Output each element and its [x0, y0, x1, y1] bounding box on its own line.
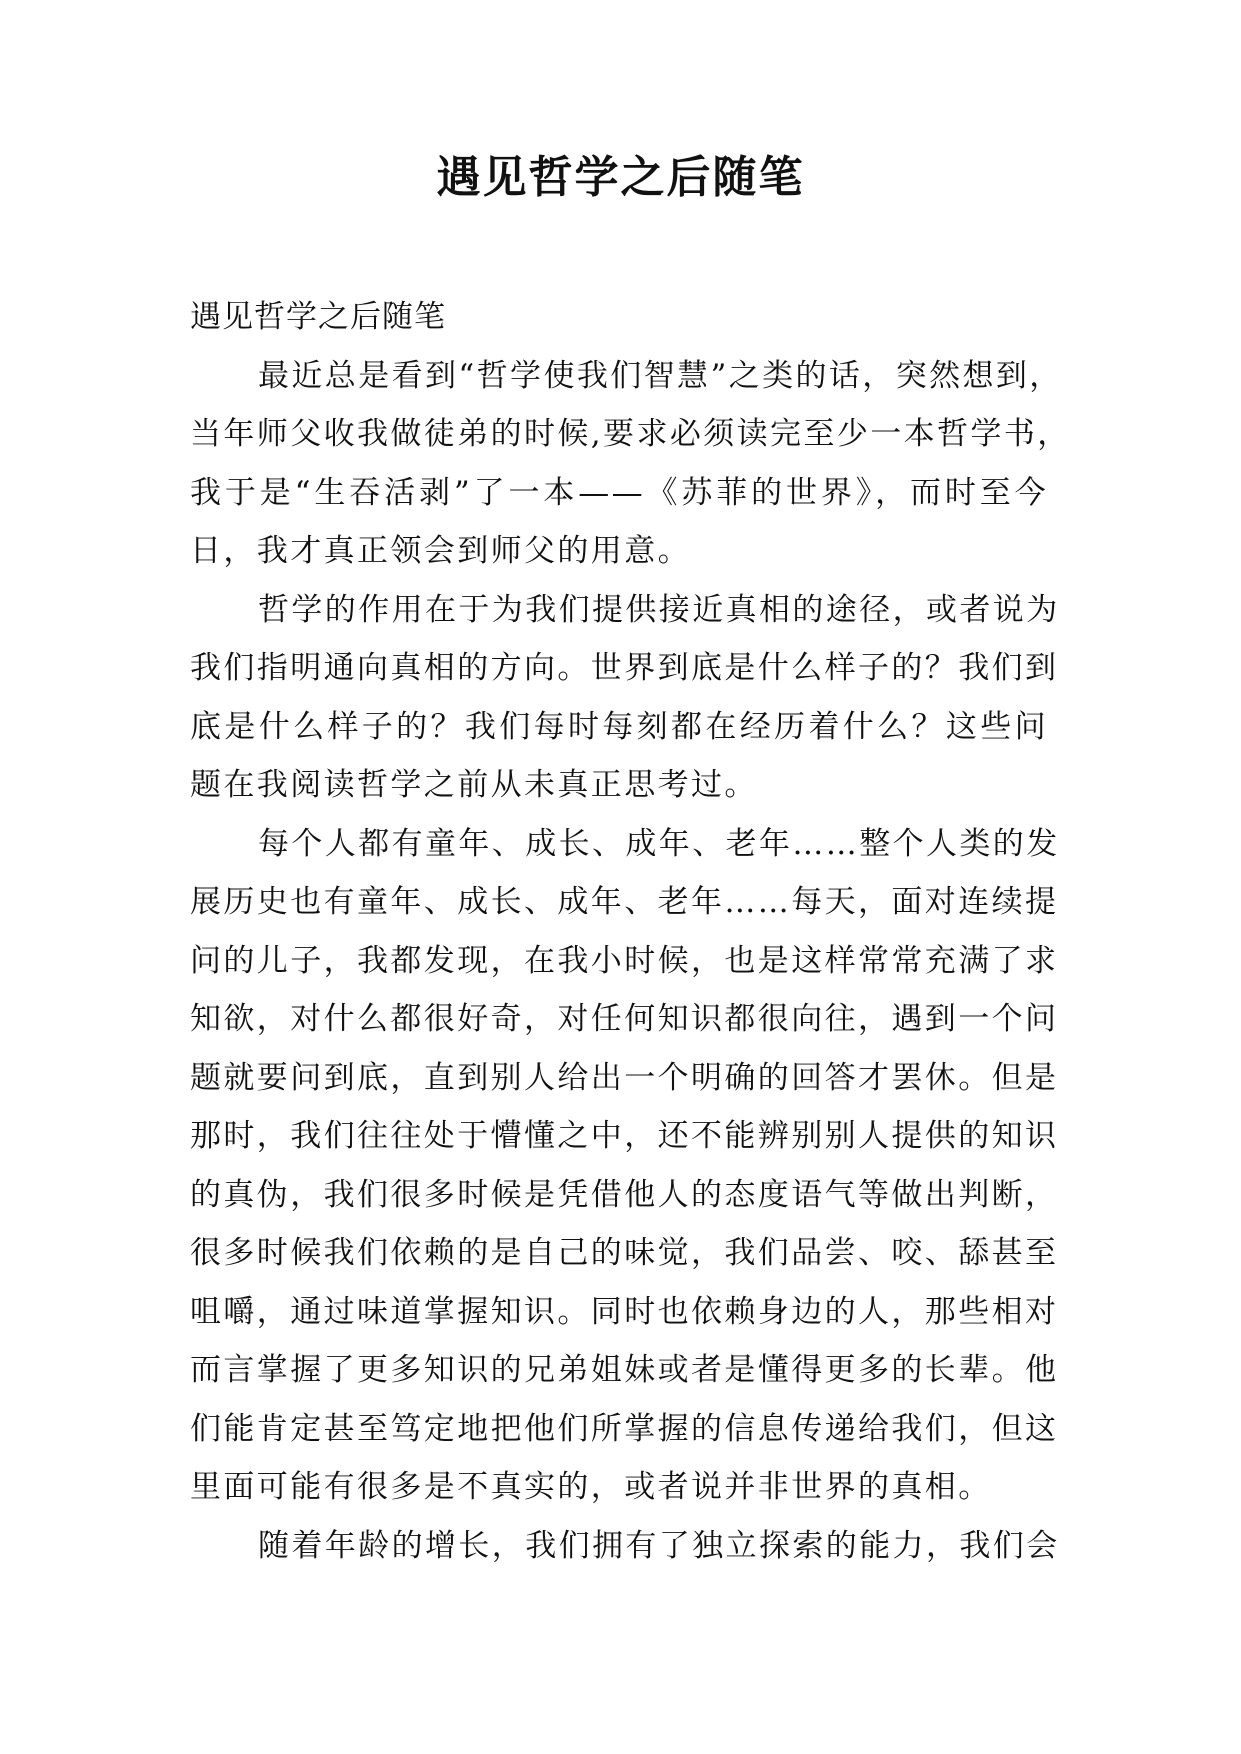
text-line: 而言掌握了更多知识的兄弟姐妹或者是懂得更多的长辈。他 — [190, 1352, 1059, 1388]
text-line: 展历史也有童年、成长、成年、老年……每天，面对连续提 — [190, 884, 1059, 920]
text-line: 哲学的作用在于为我们提供接近真相的途径，或者说为 — [258, 591, 1060, 628]
text-line: 问的儿子，我都发现，在我小时候，也是这样常常充满了求 — [190, 942, 1059, 979]
text-line: 题在我阅读哲学之前从未真正思考过。 — [190, 767, 758, 803]
text-line: 的真伪，我们很多时候是凭借他人的态度语气等做出判断， — [190, 1176, 1059, 1213]
text-line: 最近总是看到“哲学使我们智慧”之类的话，突然想到， — [258, 357, 1063, 394]
text-line: 里面可能有很多是不真实的，或者说并非世界的真相。 — [190, 1469, 992, 1505]
document-title: 遇见哲学之后随笔 — [436, 152, 805, 203]
text-line: 很多时候我们依赖的是自己的味觉，我们品尝、咬、舔甚至 — [190, 1235, 1059, 1271]
paragraph-2 — [190, 581, 1060, 815]
text-line: 我于是“生吞活剥”了一本——《苏菲的世界》，而时至今 — [190, 474, 1049, 511]
text-line: 咀嚼，通过味道掌握知识。同时也依赖身边的人，那些相对 — [190, 1293, 1059, 1330]
text-line: 当年师父收我做徒弟的时候,要求必须读完至少一本哲学书， — [190, 416, 1071, 452]
text-line: 底是什么样子的？我们每时每刻都在经历着什么？这些问 — [190, 708, 1048, 745]
text-line: 随着年龄的增长，我们拥有了独立探索的能力，我们会 — [258, 1527, 1060, 1564]
text-line: 我们指明通向真相的方向。世界到底是什么样子的？我们到 — [190, 650, 1059, 686]
document-subtitle: 遇见哲学之后随笔 — [190, 299, 446, 335]
paragraph-3 — [190, 815, 1060, 1517]
paragraph-1 — [190, 347, 1071, 581]
text-line: 题就要问到底，直到别人给出一个明确的回答才罢休。但是 — [190, 1059, 1059, 1096]
text-line: 们能肯定甚至笃定地把他们所掌握的信息传递给我们，但这 — [190, 1410, 1059, 1447]
text-line: 那时，我们往往处于懵懂之中，还不能辨别别人提供的知识 — [190, 1118, 1059, 1154]
text-line: 日，我才真正领会到师父的用意。 — [190, 533, 691, 569]
text-line: 知欲，对什么都很好奇，对任何知识都很向往，遇到一个问 — [190, 1001, 1059, 1037]
text-line: 每个人都有童年、成长、成年、老年……整个人类的发 — [258, 825, 1060, 862]
paragraph-4 — [190, 1517, 1060, 1576]
document-body — [190, 288, 1071, 1575]
